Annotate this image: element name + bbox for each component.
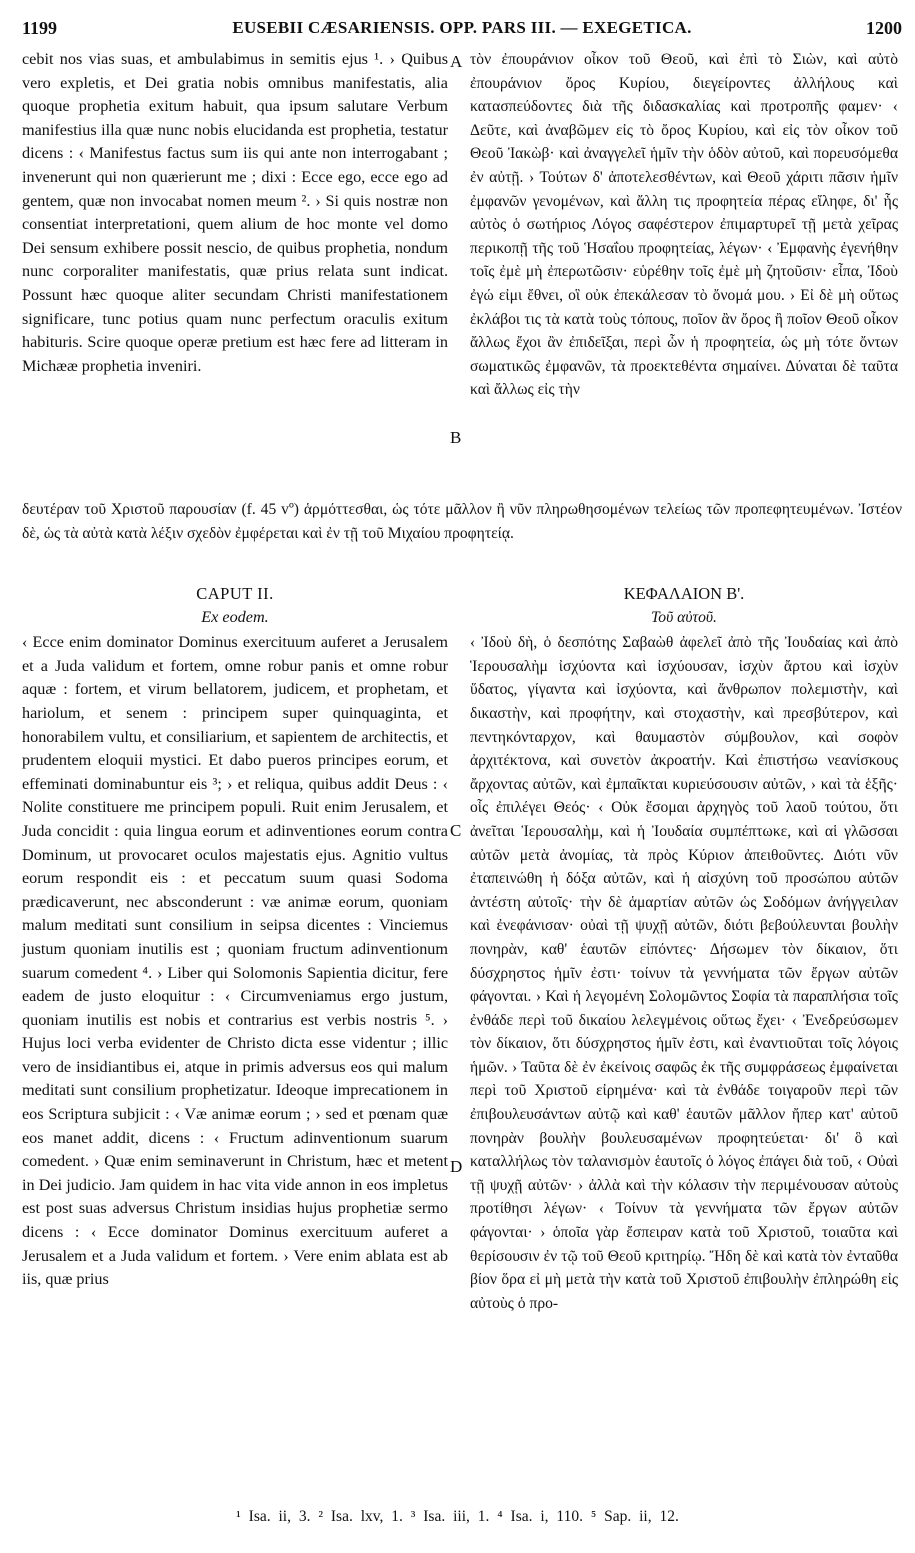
page-number-left: 1199	[22, 18, 58, 38]
latin-chapter-heading: CAPUT II.	[196, 584, 274, 603]
greek-paragraph-continued: δευτέραν τοῦ Χριστοῦ παρουσίαν (f. 45 vº) ἁρμόττεσθαι, ὡς τότε μᾶλλον ἢ νῦν πληρωθησομένων τελείως τῶν προπεφητευμένων. Ἰστέον δὲ, ὡς τὰ αὐτὰ κατὰ λέξιν σχεδὸν ἐμφέρεται καὶ ἐν τῇ τοῦ Μιχαίου προφητείᾳ.	[22, 501, 902, 542]
greek-chapter-heading: ΚΕΦΑΛΑΙΟΝ Β'.	[623, 584, 745, 603]
latin-chapter-text: ‹ Ecce enim dominator Dominus exercituum auferet a Jerusalem et a Juda validum et fortem, omne robur panis et omne robur aquæ : fortem, et virum bellatorem, judicem, et prophetam, et hariolum, et senem : principem super quinquaginta, et honorabilem vultu, et consiliarium, et sapientem de architectis, et prudentem eloquii mystici. Et dabo pueros principes eorum, et effeminati dominabuntur eis ³; › et reliqua, quibus addit Deus : ‹ Nolite constituere me principem populi. Ruit enim Jerusalem, et Juda concidit : quia lingua eorum et adinventiones eorum contra Dominum, ut provocaret oculos majestatis ejus. Agnitio vultus eorum respondit eis : et peccatum suum quasi Sodoma prædicaverunt, nec absconderunt : væ animæ eorum, quoniam malum meditati sunt consilium in seipsa dicentes : Vinciemus justum quoniam inutilis est ; quoniam fructum adinventionum suarum comedent ⁴. › Liber qui Solomonis Sapientia dicitur, fere eadem de justo eloquitur : ‹ Circumveniamus ergo justum, quoniam inutilis est nobis et contrarius est verbis nostris ⁵. › Hujus loci verba evidenter de Christo dicta esse videntur ; illic vero de insidiantibus ei, atque in primis adversus eos qui malum meditati sunt consilium prophetizatur. Ideoque imprecationem in eos Scriptura subjicit : ‹ Væ animæ eorum ; › sed et pœnam quæ eos manet addit, dicens : ‹ Fructum adinventionum suarum comedent. › Quæ enim seminaverunt in Christum, hæc et metent in Dei judicio. Jam quidem in hac vita vide annon in eos impletus est post suas adversus Christum insidias hujus prophetiæ sermo dicens : ‹ Ecce dominator Dominus exercituum auferet a Jerusalem et a Juda validum et fortem. › Vere enim ablata est ab iis, quæ prius	[22, 633, 448, 1289]
footnotes: ¹ Isa. ii, 3. ² Isa. lxv, 1. ³ Isa. iii, 1. ⁴ Isa. i, 110. ⁵ Sap. ii, 12.	[236, 1508, 679, 1525]
latin-chapter-subheading: Ex eodem.	[201, 607, 269, 626]
running-title: EUSEBII CÆSARIENSIS. OPP. PARS III. — EXEGETICA.	[232, 18, 692, 37]
greek-full-width-line	[22, 498, 902, 545]
greek-paragraph: τὸν ἐπουράνιον οἶκον τοῦ Θεοῦ, καὶ ἐπὶ τὸ Σιὼν, καὶ αὐτὸ ἐπουράνιον ὄρος Κυρίου, διεγείροντες ἀλλήλους καὶ κατασπεύδοντες διὰ τῆς διδασκαλίας καὶ προτροπῆς φαμεν· ‹ Δεῦτε, καὶ ἀναβῶμεν εἰς τὸ ὄρος Κυρίου, καὶ εἰς τὸν οἶκον τοῦ Θεοῦ Ἰακὼβ· καὶ ἀναγγελεῖ ἡμῖν τὴν ὁδὸν αὐτοῦ, καὶ πορευσόμεθα ἐν αὐτῇ. › Τούτων δ' ἀποτελεσθέντων, καὶ Θεοῦ χάριτι πᾶσιν ἡμῖν ἐμφανῶν γενομένων, καὶ ἄλλη τις προφητεία πέρας εἴληφε, δι' ἧς αὐτὸς ὁ σωτήριος Λόγος σαφέστερον ἐπιμαρτυρεῖ τῇ μετὰ χεῖρας περικοπῇ τῆς τοῦ Ἡσαΐου προφητείας, λέγων· ‹ Ἐμφανὴς ἐγενήθην τοῖς ἐμὲ μὴ ἐπερωτῶσιν· εὑρέθην τοῖς ἐμὲ μὴ ζητοῦσιν· εἶπα, Ἰδοὺ ἐγώ εἰμι ἔθνει, οἳ οὐκ ἐπεκάλεσαν τὸ ὄνομά μου. › Εἰ δὲ μὴ οὕτως ἐκλάβοι τις τὰ κατὰ τοὺς τόπους, ποῖον ἂν ὄρος ἢ ποῖον Θεοῦ οἶκον ἄλλως ἔχοι ἂν ἐπιδεῖξαι, περὶ ὧν ἡ προφητεία, ὡς μὴ τότε ὄντων σωματικῶς ἐμφανῶν, τὰ προεκτεθέντα σημαίνει. Δύναται δὲ ταῦτα καὶ ἄλλως εἰς τὴν	[470, 51, 898, 399]
latin-paragraph: cebit nos vias suas, et ambulabimus in semitis ejus ¹. › Quibus vero expletis, et Dei gratia nobis omnibus manifestatis, alia quoque prophetia exitum habuit, qua ipsum salutare Verbum manifestius illa quæ nunc nobis elucidanda est prophetia, testatur dicens : ‹ Manifestus factus sum iis qui ante non interrogabant ; invenerunt qui non quærierunt me ; dixi : Ecce ego, ecce ego ad gentem, quæ non invocabat nomen meum ². › Si quis nostræ non consentiat interpretationi, quem alium de hoc monte vel domo Dei sensum exhibere possit nescio, de quibus prophetia, nondum nunc corporaliter manifestatis, quæ prius relata sunt indicat. Possunt hæc quoque aliter secundam Christi manifestationem significare, tunc potius quam nunc perfectum oraculis exitum habituris. Scire quoque operæ pretium est hæc fere ad litteram in Michææ prophetia inveniri.	[22, 50, 448, 375]
latin-column-top	[22, 48, 448, 378]
margin-marker-a: A	[450, 52, 463, 71]
page-header	[22, 18, 902, 48]
margin-marker-c: C	[450, 821, 462, 840]
greek-column-top	[470, 48, 898, 402]
margin-marker-b: B	[450, 428, 462, 447]
greek-chapter-subheading: Τοῦ αὐτοῦ.	[651, 608, 717, 626]
greek-column-bottom	[470, 582, 898, 1315]
greek-chapter-text: ‹ Ἰδοὺ δὴ, ὁ δεσπότης Σαβαὼθ ἀφελεῖ ἀπὸ τῆς Ἰουδαίας καὶ ἀπὸ Ἱερουσαλὴμ ἰσχύοντα καὶ ἰσχύουσαν, ἰσχὺν ἄρτου καὶ ἰσχὺν ὕδατος, γίγαντα καὶ ἰσχύοντα, καὶ ἄνθρωπον πολεμιστὴν, καὶ δικαστὴν, καὶ προφήτην, καὶ στοχαστὴν, καὶ πρεσβύτερον, καὶ πεντηκόνταρχον, καὶ θαυμαστὸν σύμβουλον, καὶ σοφὸν ἀρχιτέκτονα, καὶ συνετὸν ἀκροατήν. Καὶ ἐπιστήσω νεανίσκους ἄρχοντας αὐτῶν, καὶ ἐμπαῖκται κυριεύσουσιν αὐτῶν, › καὶ τὰ ἑξῆς· οἷς ἐπιλέγει Θεός· ‹ Οὐκ ἔσομαι ἀρχηγὸς τοῦ λαοῦ τούτου, ὅτι ἀνεῖται Ἱερουσαλὴμ, καὶ ἡ Ἰουδαία συμπέπτωκε, καὶ αἱ γλῶσσαι αὐτῶν μετὰ ἀνομίας, τὰ πρὸς Κύριον ἀπειθοῦντες. Διότι νῦν ἐταπεινώθη ἡ δόξα αὐτῶν, καὶ ἡ αἰσχύνη τοῦ προσώπου αὐτῶν ἀντέστη αὐτοῖς· τὴν δὲ ἁμαρτίαν αὐτῶν ὡς Σοδόμων ἀνήγγειλαν καὶ ἐνεφάνισαν· οὐαὶ τῇ ψυχῇ αὐτῶν, διότι βεβούλευνται βουλὴν πονηρὰν, καθ' ἑαυτῶν εἰπόντες· Δήσωμεν τὸν δίκαιον, ὅτι δύσχρηστος ἡμῖν ἐστι· τοίνυν τὰ γεννήματα τῶν ἔργων αὐτῶν φάγονται. › Καὶ ἡ λεγομένη Σολομῶντος Σοφία τὰ παραπλήσια τοῖς ἐνθάδε περὶ τοῦ δικαίου λελεγμένοις οὕτως ἔχει· ‹ Ἐνεδρεύσωμεν τὸν δίκαιον, ὅτι δύσχρηστος ἡμῖν ἐστι, καὶ ἐναντιοῦται τοῖς λόγοις ἡμῶν. › Ταῦτα δὲ ἐν ἐκείνοις σαφῶς ἐκ τῆς συμφράσεως ἐμφαίνεται περὶ τοῦ Χριστοῦ εἰρημένα· καὶ τὰ ἐνθάδε τοιγαροῦν περὶ τῶν ἐπιβουλευσάντων αὐτῷ καὶ καθ' ἑαυτῶν μᾶλλον ἤπερ κατ' αὐτοῦ πονηρὰν βουλὴν βουλευσαμένων προφητεύεται· δι' ὃ καὶ καταλλήλως τὸν ταλανισμὸν ἑαυτοῖς ὁ λόγος ἐπάγει διὰ τοῦ, ‹ Οὐαὶ τῇ ψυχῇ αὐτῶν· › ἀλλὰ καὶ τὴν κόλασιν τὴν περιμένουσαν αὐτοὺς προτίθησι λέγων· ‹ Τοίνυν τὰ γεννήματα τῶν ἔργων αὐτῶν φάγονται· › ὁποῖα γὰρ ἔσπειραν κατὰ τοῦ Χριστοῦ, τοιαῦτα καὶ θερίσουσιν ἐν τῷ τοῦ Θεοῦ κριτηρίῳ. Ἤδη δὲ καὶ κατὰ τὸν ἐνταῦθα βίον ὅρα εἰ μὴ μετὰ τὴν κατὰ τοῦ Χριστοῦ ἐπιβουλὴν ἐπληρώθη εἰς αὐτοὺς ὁ προ-	[470, 634, 898, 1312]
latin-column-bottom	[22, 582, 448, 1292]
page-number-right: 1200	[866, 18, 902, 38]
margin-marker-d: D	[450, 1157, 463, 1176]
